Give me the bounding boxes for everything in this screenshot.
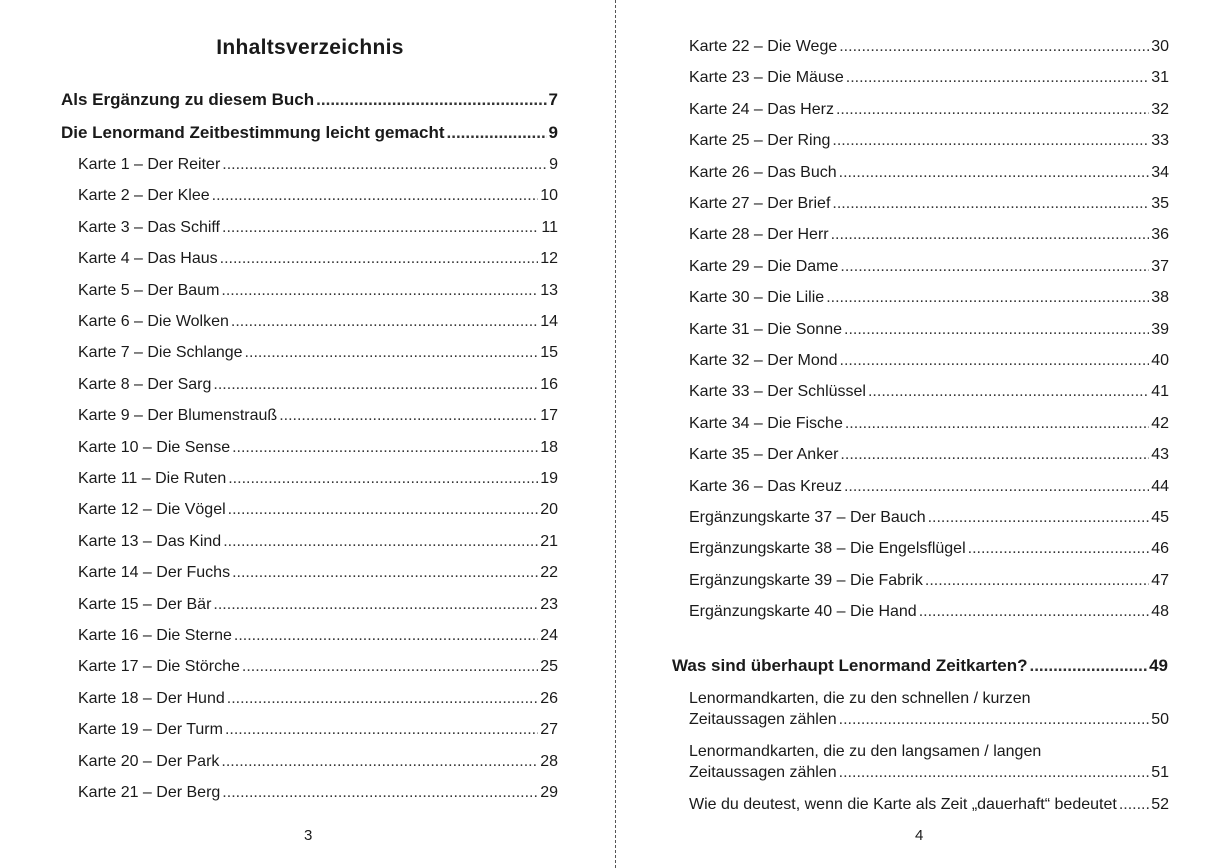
toc-entry-page: 14 [540,313,558,330]
toc-entry-label: Karte 36 – Das Kreuz [689,477,842,495]
dot-leader [279,406,538,426]
toc-entry-label: Karte 33 – Der Schlüssel [689,383,866,401]
dot-leader [223,532,538,552]
right-page [617,0,1232,868]
toc-entry-label: Karte 16 – Die Sterne [78,627,232,644]
toc-entry[interactable] [78,689,558,709]
dot-leader [840,351,1150,371]
toc-entry-page: 17 [540,407,558,425]
toc-entry-page: 16 [540,375,558,393]
toc-entry-label: Karte 25 – Der Ring [689,132,831,150]
dot-leader [447,123,547,143]
toc-entry[interactable] [689,37,1169,57]
toc-entry-page: 43 [1151,446,1169,464]
toc-section-label: Als Ergänzung zu diesem Buch [61,90,315,109]
dot-leader [840,257,1149,277]
toc-entry-label: Karte 29 – Die Dame [689,257,839,275]
toc-entry[interactable] [689,382,1169,402]
toc-entry-page: 28 [540,752,558,770]
toc-entry-label: Karte 12 – Die Vögel [78,501,226,519]
toc-entry[interactable] [689,445,1169,465]
toc-entry-page: 42 [1151,414,1169,432]
toc-entry-label: Karte 26 – Das Buch [689,163,837,181]
dot-leader [826,288,1149,308]
toc-entry-label: Karte 5 – Der Baum [78,281,220,299]
toc-entry-label: Karte 13 – Das Kind [78,532,222,550]
dot-leader [968,539,1150,559]
toc-entry-page: 29 [540,784,558,801]
dot-leader [839,763,1150,783]
dot-leader [1119,795,1149,815]
dot-leader [231,312,538,332]
toc-section-1[interactable] [61,90,558,110]
toc-entry-label: Karte 6 – Die Wolken [78,313,229,330]
toc-entry-page: 20 [540,501,558,519]
toc-entry[interactable] [689,194,1169,214]
toc-entry-page: 24 [540,627,558,644]
toc-section-label: Was sind überhaupt Lenormand Zeitkarten? [672,656,1028,675]
toc-entry[interactable] [78,343,558,363]
toc-entry-label: Karte 17 – Die Störche [78,658,240,676]
toc-section-3[interactable] [672,656,1168,676]
toc-section-page: 9 [548,123,558,142]
dot-leader [925,571,1149,591]
toc-section-page: 49 [1149,656,1168,675]
toc-entry-page: 13 [540,281,558,299]
toc-entry[interactable] [78,186,558,206]
toc-entry[interactable] [689,163,1169,183]
toc-entry-label: Karte 24 – Das Herz [689,100,834,118]
dot-leader [242,657,538,677]
toc-entry[interactable] [689,68,1169,88]
toc-entry-label: Karte 23 – Die Mäuse [689,69,844,87]
dot-leader [232,563,538,583]
dot-leader [221,281,538,301]
toc-entry[interactable] [689,225,1169,245]
toc-entry[interactable] [689,508,1169,528]
toc-entry-page: 23 [540,595,558,613]
toc-subentry-line1: Lenormandkarten, die zu den langsamen / langen [689,743,1042,760]
toc-entry-page: 9 [549,156,558,173]
toc-entry-page: 35 [1151,195,1169,212]
toc-subentry-2[interactable] [689,740,1169,783]
toc-entry[interactable] [78,500,558,520]
toc-entry[interactable] [78,312,558,332]
toc-entry-label: Karte 10 – Die Sense [78,438,231,456]
toc-entry-label: Karte 7 – Die Schlange [78,344,243,362]
toc-entry-page: 36 [1151,226,1169,244]
toc-entry[interactable] [78,249,558,269]
toc-entry-page: 15 [540,344,558,362]
toc-entry-page: 27 [540,721,558,739]
dot-leader [1029,656,1147,676]
dot-leader [832,194,1149,214]
dot-leader [220,249,539,269]
toc-subentry-line2 [689,763,1169,783]
dot-leader [232,438,538,458]
toc-entry-label: Karte 34 – Die Fische [689,414,843,432]
dot-leader [928,508,1150,528]
toc-entry-page: 34 [1151,163,1169,181]
dot-leader [919,602,1150,622]
dot-leader [213,595,538,615]
toc-entry[interactable] [78,595,558,615]
toc-entry[interactable] [689,414,1169,434]
toc-entry-label: Karte 9 – Der Blumenstrauß [78,407,278,425]
toc-entry-label: Karte 28 – Der Herr [689,226,829,244]
toc-entry-label: Karte 22 – Die Wege [689,38,838,55]
toc-entry-page: 12 [540,250,558,268]
toc-entry[interactable] [689,100,1169,120]
toc-entry-label: Karte 11 – Die Ruten [78,470,227,487]
toc-entry-page: 45 [1151,509,1169,526]
toc-entry[interactable] [78,406,558,426]
toc-entry[interactable] [78,218,558,238]
dot-leader [868,382,1149,402]
toc-entry[interactable] [78,657,558,677]
toc-entry-page: 25 [540,658,558,676]
toc-entry[interactable] [689,351,1169,371]
toc-entry-label: Karte 15 – Der Bär [78,595,212,613]
dot-leader [228,500,539,520]
toc-title: Inhaltsverzeichnis [216,36,404,59]
toc-entry-label: Karte 21 – Der Berg [78,784,221,801]
toc-entry[interactable] [689,571,1169,591]
dot-leader [840,445,1149,465]
toc-subentry-1[interactable] [689,687,1169,730]
toc-entry-label: Zeitaussagen zählen [689,711,837,728]
toc-entry-page: 31 [1151,69,1169,87]
toc-entry-label: Karte 32 – Der Mond [689,352,838,369]
dot-leader [225,720,538,740]
toc-entry-page: 11 [541,218,558,236]
toc-entry-label: Karte 27 – Der Brief [689,195,831,212]
toc-entry-page: 19 [540,470,558,487]
toc-entry-page: 32 [1151,100,1169,118]
toc-entry-label: Karte 20 – Der Park [78,752,220,770]
toc-entry[interactable] [78,375,558,395]
toc-entry-page: 51 [1151,764,1169,781]
dot-leader [839,710,1150,730]
toc-entry-label: Karte 35 – Der Anker [689,446,839,464]
toc-entry-page: 38 [1151,289,1169,307]
toc-entry[interactable] [689,131,1169,151]
left-page [0,0,615,868]
toc-entry-label: Ergänzungskarte 38 – Die Engelsflügel [689,540,966,558]
toc-entry[interactable] [78,281,558,301]
toc-entry-label: Karte 18 – Der Hund [78,689,225,707]
dot-leader [228,469,538,489]
toc-entry-page: 30 [1151,38,1169,55]
toc-entry-label: Karte 4 – Das Haus [78,250,218,268]
toc-subentry-line2 [689,710,1169,730]
toc-subentry-line1: Lenormandkarten, die zu den schnellen / kurzen [689,690,1031,707]
dot-leader [222,218,539,238]
toc-entry[interactable] [78,532,558,552]
toc-entry-page: 44 [1151,477,1169,495]
toc-entry[interactable] [78,783,558,803]
toc-section-2[interactable] [61,123,558,143]
toc-entry-page: 26 [540,689,558,707]
dot-leader [846,68,1149,88]
dot-leader [839,37,1149,57]
toc-entry-label: Zeitaussagen zählen [689,764,837,781]
toc-entry-page: 48 [1151,603,1169,621]
toc-entry-page: 21 [540,532,558,550]
toc-entry[interactable] [689,477,1169,497]
toc-entry-page: 37 [1151,257,1169,275]
toc-entry-page: 33 [1151,132,1169,150]
page-number-right: 4 [915,827,924,844]
toc-entry-page: 18 [540,438,558,456]
toc-entry-label: Karte 30 – Die Lilie [689,289,825,307]
dot-leader [222,783,538,803]
toc-section-page: 7 [548,90,558,109]
dot-leader [316,90,546,110]
toc-entry[interactable] [78,469,558,489]
toc-entry[interactable] [78,720,558,740]
toc-entry[interactable] [78,438,558,458]
toc-section-label: Die Lenormand Zeitbestimmung leicht gemacht [61,123,445,142]
dot-leader [245,343,539,363]
toc-last-entry[interactable] [689,795,1169,815]
toc-entry-page: 47 [1151,571,1169,589]
toc-entry-page: 52 [1151,796,1169,813]
toc-entry-page: 22 [540,564,558,582]
toc-entry-page: 40 [1151,352,1169,369]
toc-entry-label: Karte 19 – Der Turm [78,721,223,739]
toc-entry-page: 10 [540,187,558,205]
toc-entry[interactable] [689,602,1169,622]
dot-leader [839,163,1150,183]
dot-leader [831,225,1150,245]
toc-entry-label: Karte 2 – Der Klee [78,187,210,205]
toc-entry-label: Karte 31 – Die Sonne [689,320,842,338]
dot-leader [832,131,1149,151]
dot-leader [836,100,1149,120]
dot-leader [844,320,1149,340]
toc-entry-label: Wie du deutest, wenn die Karte als Zeit „dauerhaft“ bedeutet [689,796,1117,813]
dot-leader [221,752,538,772]
dot-leader [227,689,538,709]
dot-leader [845,414,1149,434]
dot-leader [213,375,538,395]
dot-leader [234,626,538,646]
toc-entry-label: Karte 1 – Der Reiter [78,156,221,173]
toc-entry[interactable] [689,320,1169,340]
toc-entry[interactable] [78,752,558,772]
page-divider [615,0,616,868]
toc-entry[interactable] [689,539,1169,559]
toc-entry-label: Karte 14 – Der Fuchs [78,564,231,582]
dot-leader [844,477,1149,497]
toc-entry-page: 46 [1151,540,1169,558]
toc-entry-page: 41 [1151,383,1169,401]
toc-entry-label: Ergänzungskarte 37 – Der Bauch [689,509,926,526]
dot-leader [222,155,547,175]
toc-entry-label: Karte 8 – Der Sarg [78,375,212,393]
toc-entry[interactable] [78,563,558,583]
toc-entry[interactable] [78,155,558,175]
toc-entry-label: Ergänzungskarte 40 – Die Hand [689,603,917,621]
toc-entry-label: Karte 3 – Das Schiff [78,218,220,236]
toc-entry-page: 50 [1151,711,1169,728]
toc-entry-label: Ergänzungskarte 39 – Die Fabrik [689,571,923,589]
toc-entry-page: 39 [1151,320,1169,338]
toc-entry[interactable] [78,626,558,646]
toc-entry[interactable] [689,288,1169,308]
page-number-left: 3 [304,827,313,844]
toc-entry[interactable] [689,257,1169,277]
dot-leader [212,186,539,206]
